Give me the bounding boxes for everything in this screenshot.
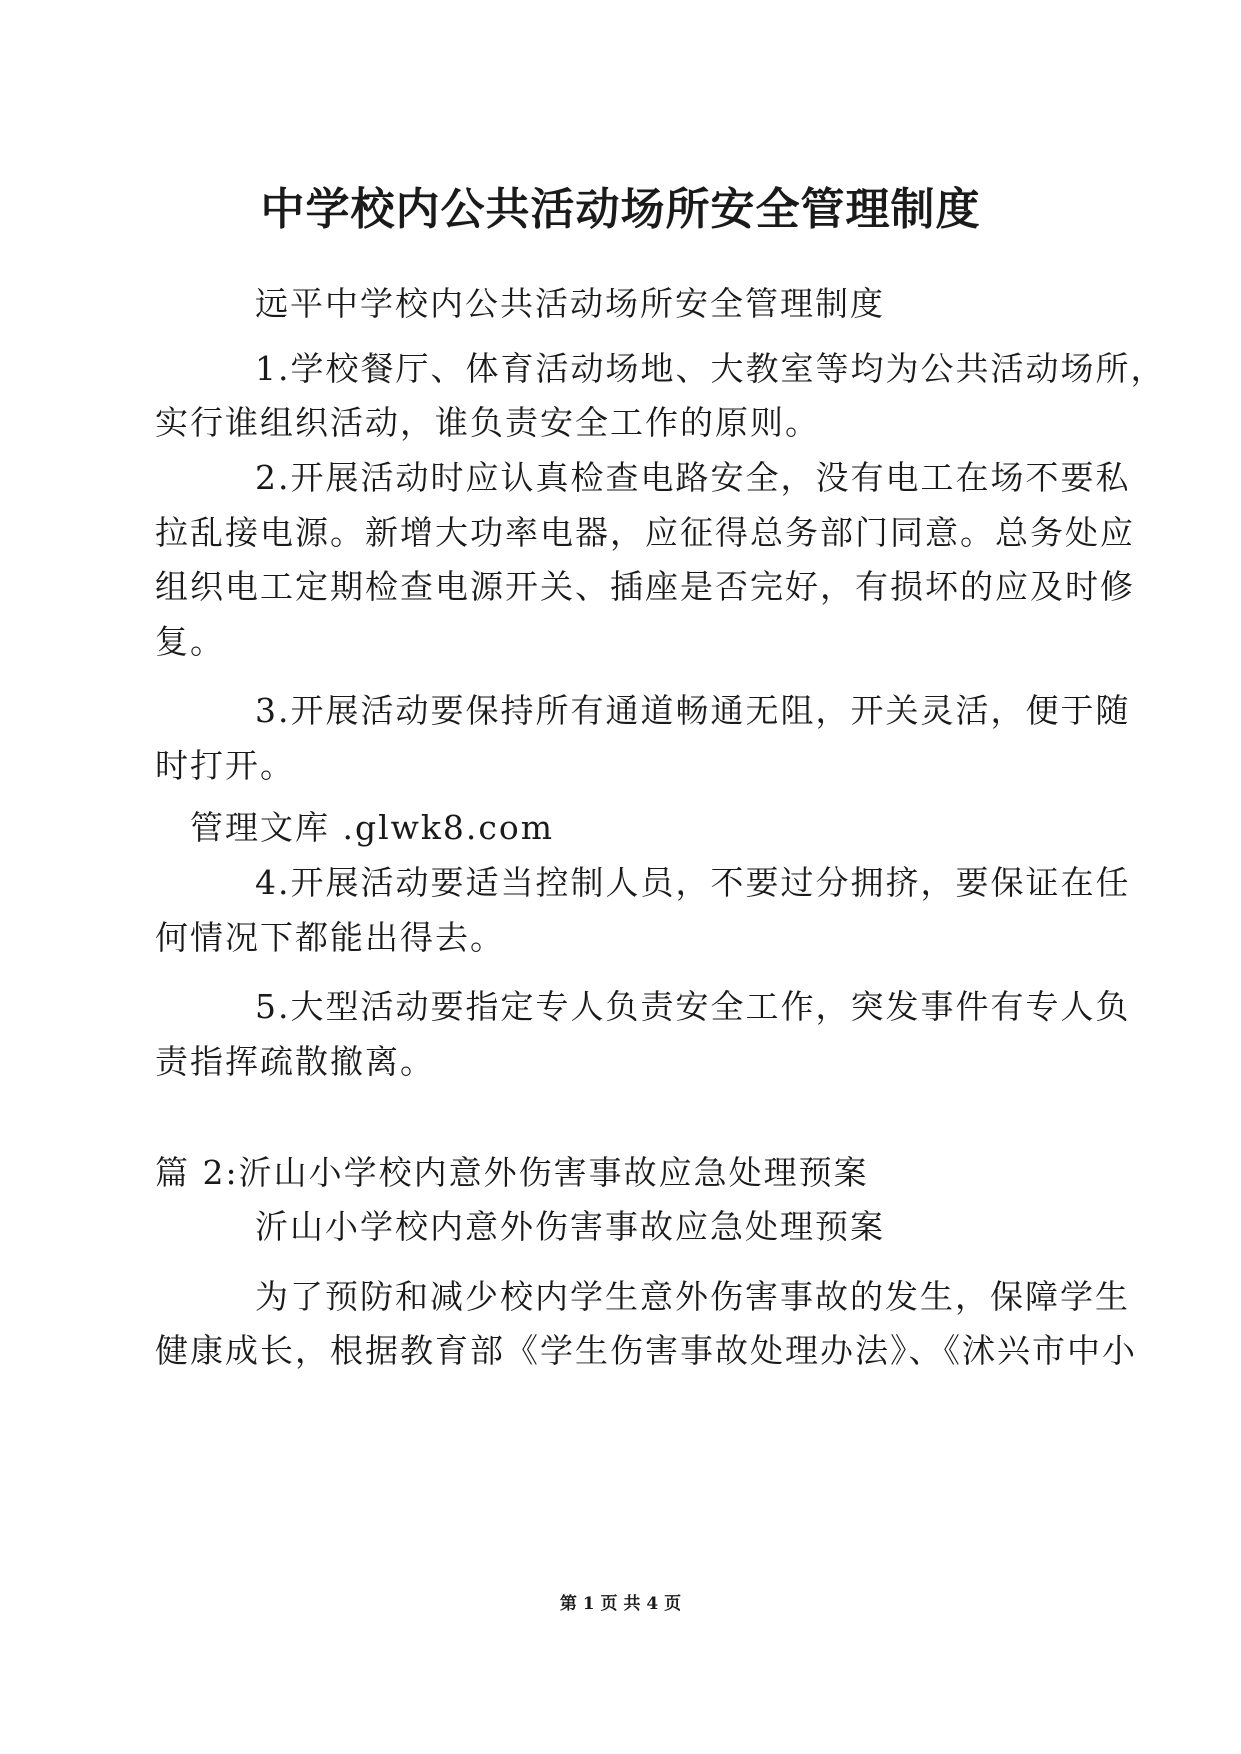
page-footer: 第 1 页 共 4 页: [559, 1594, 682, 1614]
paragraph-line: 责指挥疏散撤离。: [155, 1042, 435, 1081]
paragraph-line: 健康成长，根据教育部《学生伤害事故处理办法》、《沭兴市中小: [155, 1331, 1137, 1370]
section-heading: 篇 2:沂山小学校内意外伤害事故应急处理预案: [155, 1153, 869, 1192]
paragraph-line: 复。: [155, 622, 225, 661]
paragraph-line: 何情况下都能出得去。: [155, 918, 505, 957]
watermark-line: 管理文库 .glwk8.com: [190, 808, 555, 847]
paragraph-line: 3.开展活动要保持所有通道畅通无阻，开关灵活，便于随: [255, 691, 1131, 730]
paragraph-line: 组织电工定期检查电源开关、插座是否完好，有损坏的应及时修: [155, 567, 1135, 606]
paragraph-line: 远平中学校内公共活动场所安全管理制度: [255, 284, 885, 323]
paragraph-line: 5.大型活动要指定专人负责安全工作，突发事件有专人负: [255, 987, 1131, 1026]
paragraph-line: 为了预防和减少校内学生意外伤害事故的发生，保障学生: [255, 1277, 1130, 1316]
paragraph-line: 拉乱接电源。新增大功率电器，应征得总务部门同意。总务处应: [155, 513, 1135, 552]
document-title: 中学校内公共活动场所安全管理制度: [260, 184, 981, 235]
paragraph-line: 2.开展活动时应认真检查电路安全，没有电工在场不要私: [255, 458, 1131, 497]
paragraph-line: 实行谁组织活动，谁负责安全工作的原则。: [155, 403, 820, 442]
paragraph-line: 4.开展活动要适当控制人员，不要过分拥挤，要保证在任: [255, 863, 1131, 902]
paragraph-line: 1.学校餐厅、体育活动场地、大教室等均为公共活动场所，: [255, 349, 1166, 388]
paragraph-line: 沂山小学校内意外伤害事故应急处理预案: [255, 1207, 885, 1246]
paragraph-line: 时打开。: [155, 746, 295, 785]
